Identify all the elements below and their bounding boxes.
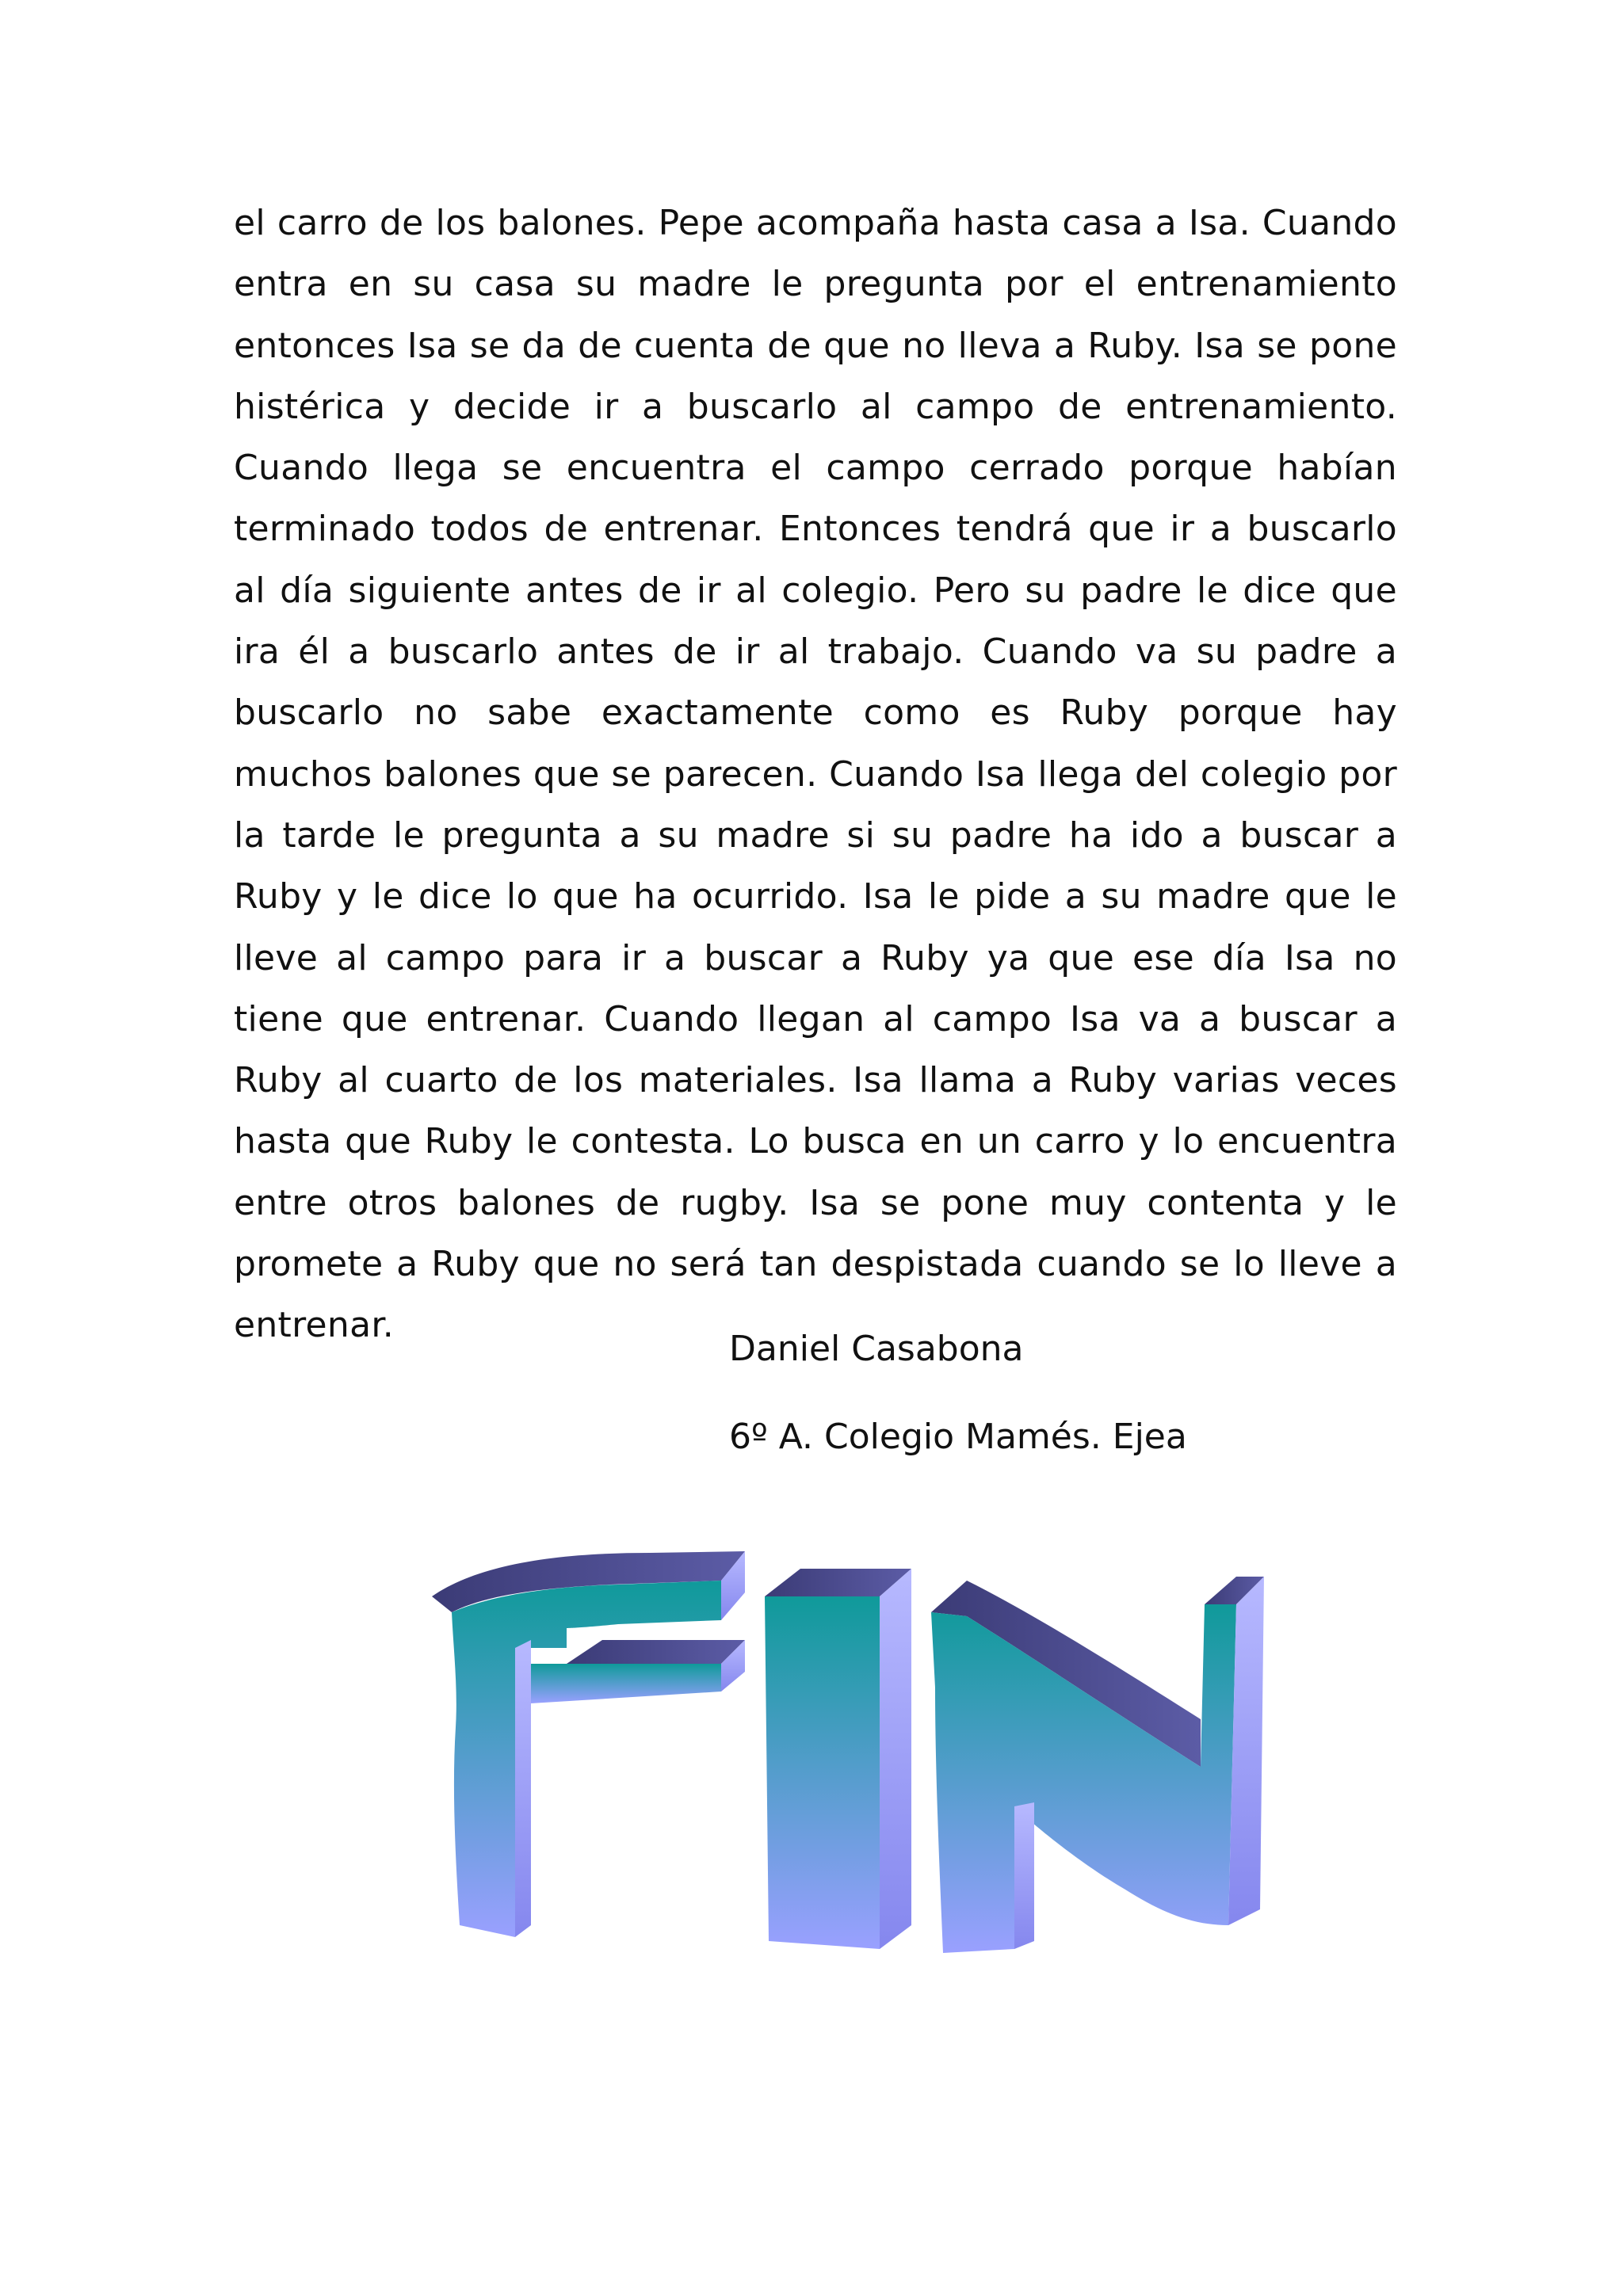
story-text: el carro de los balones. Pepe acompaña hasta casa a Isa. Cuando entra en su casa su madre le pregunta por el entrenamiento entonces Isa se da de cuenta de que no lleva a Ruby. Isa se pone histérica y decide ir a buscarlo al campo de entrenamiento. Cuando llega se encuentra el campo cerrado porque habían terminado todos de entrenar. Entonces tendrá que ir a buscarlo al día siguiente antes de ir al colegio. Pero su padre le dice que ira él a buscarlo antes de ir al trabajo. Cuando va su padre a buscarlo no sabe exactamente como es Ruby porque hay muchos balones que se parecen. Cuando Isa llega del colegio por la tarde le pregunta a su madre si su padre ha ido a buscar a Ruby y le dice lo que ha ocurrido. Isa le pide a su madre que le lleve al campo para ir a buscar a Ruby ya que ese día Isa no tiene que entrenar. Cuando llegan al campo Isa va a buscar a Ruby al cuarto de los materiales. Isa llama a Ruby varias veces hasta que Ruby le contesta. Lo busca en un carro y lo encuentra entre otros balones de rugby. Isa se pone muy contenta y le promete a Ruby que no será tan despistada cuando se lo lleve a entrenar. — [234, 203, 1397, 1346]
author-name: Daniel Casabona — [729, 1329, 1024, 1369]
letter-f — [432, 1551, 745, 1937]
letter-n — [931, 1577, 1264, 1953]
letter-i — [765, 1569, 911, 1949]
school-line: 6º A. Colegio Mamés. Ejea — [729, 1417, 1187, 1457]
fin-wordart — [412, 1529, 1331, 1973]
